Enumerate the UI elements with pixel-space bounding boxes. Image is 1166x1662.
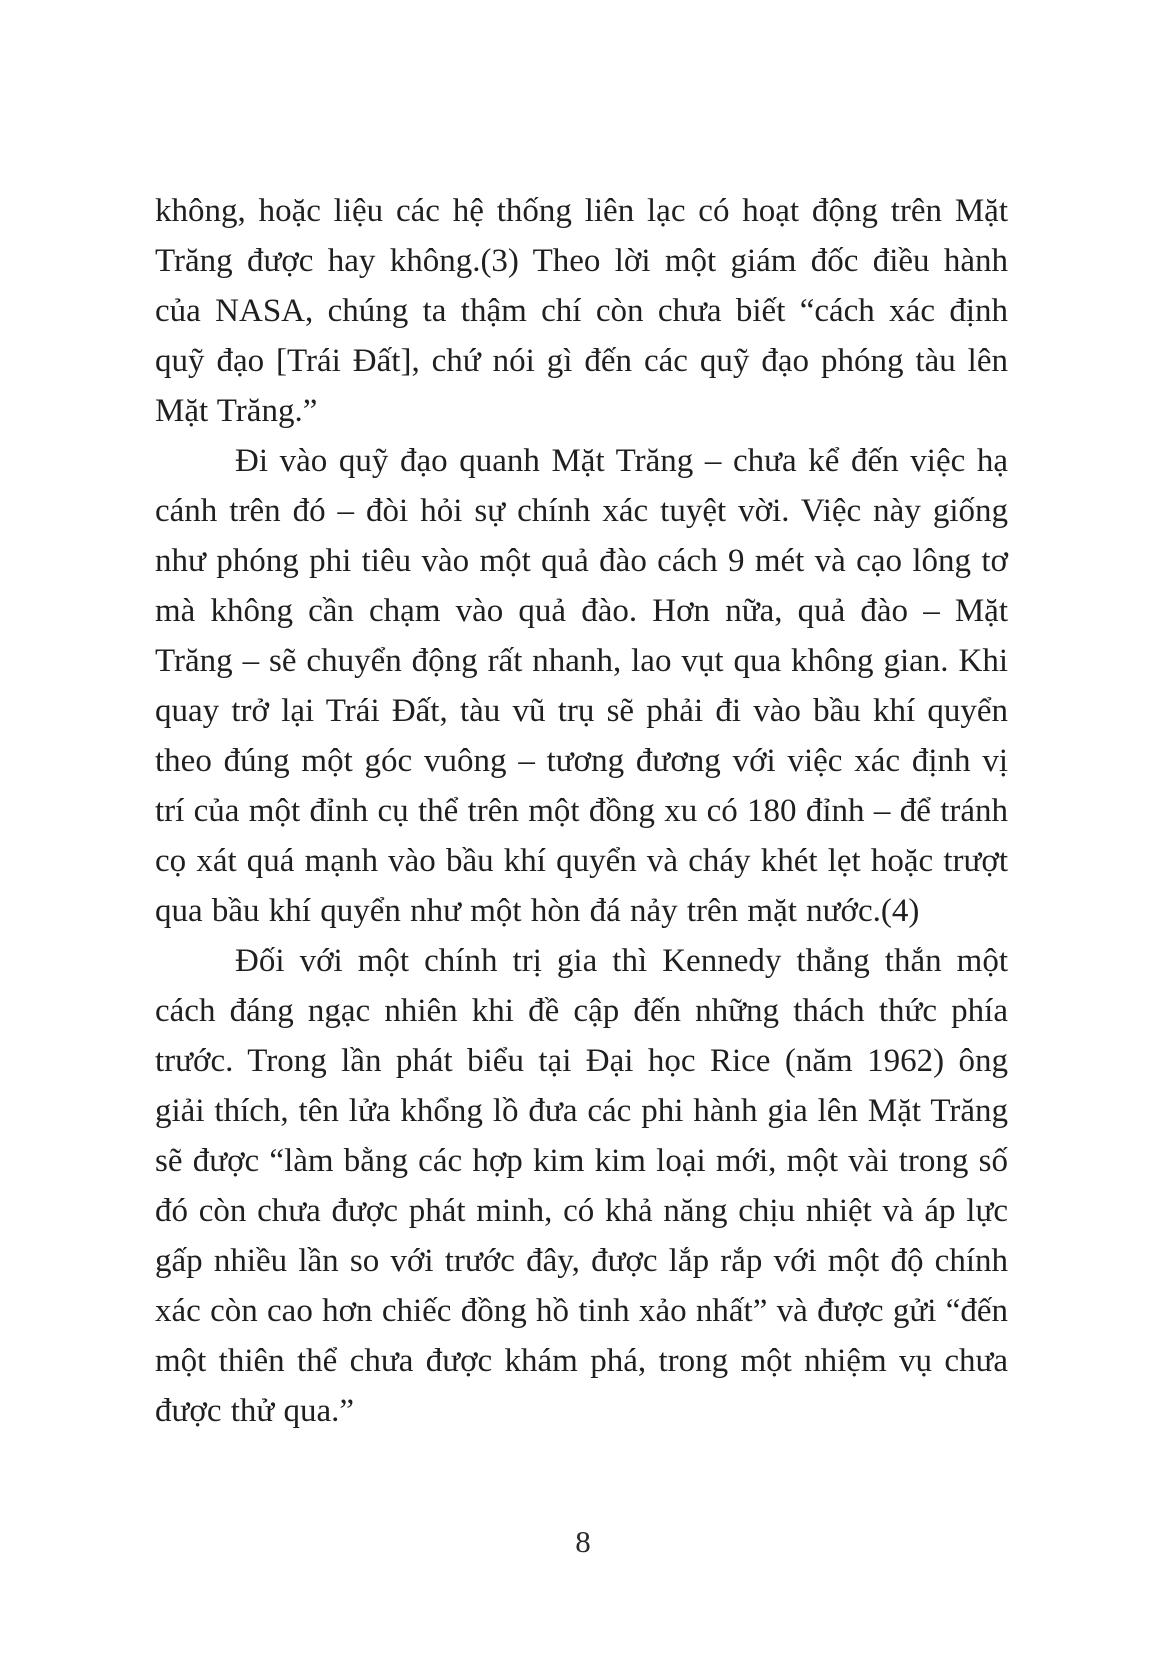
page-text-block	[155, 186, 1008, 1436]
page-number: 8	[575, 1524, 591, 1559]
paragraph: Đối với một chính trị gia thì Kennedy thẳng thắn một cách đáng ngạc nhiên khi đề cập đến những thách thức phía trước. Trong lần phát biểu tại Đại học Rice (năm 1962) ông giải thích, tên lửa khổng lồ đưa các phi hành gia lên Mặt Trăng sẽ được “làm bằng các hợp kim kim loại mới, một vài trong số đó còn chưa được phát minh, có khả năng chịu nhiệt và áp lực gấp nhiều lần so với trước đây, được lắp rắp với một độ chính xác còn cao hơn chiếc đồng hồ tinh xảo nhất” và được gửi “đến một thiên thể chưa được khám phá, trong một nhiệm vụ chưa được thử qua.”	[155, 943, 1008, 1429]
paragraph: Đi vào quỹ đạo quanh Mặt Trăng – chưa kể đến việc hạ cánh trên đó – đòi hỏi sự chính xác tuyệt vời. Việc này giống như phóng phi tiêu vào một quả đào cách 9 mét và cạo lông tơ mà không cần chạm vào quả đào. Hơn nữa, quả đào – Mặt Trăng – sẽ chuyển động rất nhanh, lao vụt qua không gian. Khi quay trở lại Trái Đất, tàu vũ trụ sẽ phải đi vào bầu khí quyển theo đúng một góc vuông – tương đương với việc xác định vị trí của một đỉnh cụ thể trên một đồng xu có 180 đỉnh – để tránh cọ xát quá mạnh vào bầu khí quyển và cháy khét lẹt hoặc trượt qua bầu khí quyển như một hòn đá nảy trên mặt nước.(4)	[155, 443, 1008, 929]
paragraph: không, hoặc liệu các hệ thống liên lạc có hoạt động trên Mặt Trăng được hay không.(3) Theo lời một giám đốc điều hành của NASA, chúng ta thậm chí còn chưa biết “cách xác định quỹ đạo [Trái Đất], chứ nói gì đến các quỹ đạo phóng tàu lên Mặt Trăng.”	[155, 193, 1008, 429]
